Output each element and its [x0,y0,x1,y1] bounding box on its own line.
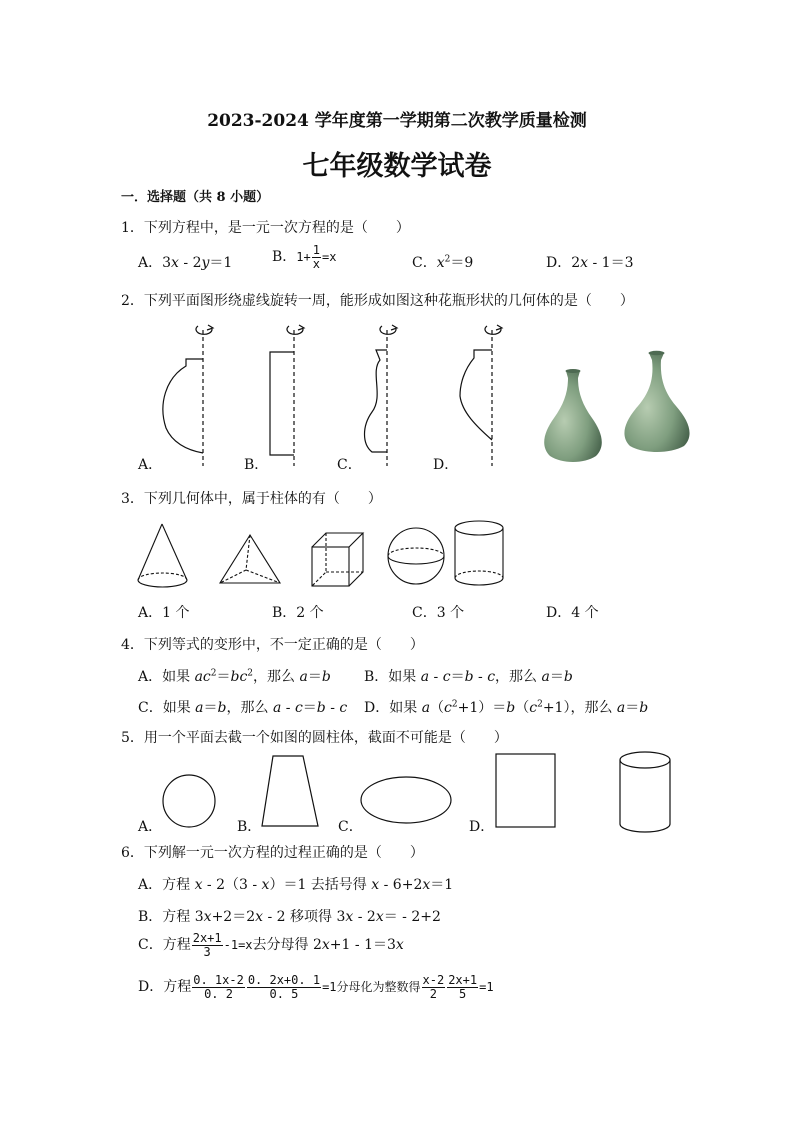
q5-label-d: D． [469,819,495,835]
q5-ellipse [361,777,451,823]
q1-option-a: A．3x - 2y＝1 [138,255,233,271]
q2-label-c: C． [337,457,362,473]
q5-rectangle [496,754,555,827]
q5-circle [163,775,215,827]
q5-trapezoid [262,756,318,826]
question-1-stem: 1．下列方程中，是一元一次方程的是（ ） [121,220,410,236]
q3-cylinder [455,521,503,585]
section-heading: 一．选择题（共 8 小题） [121,190,270,205]
q4-option-d: D．如果 $a(c^2+1)=b(c^2+1)$，那么 a＝b [364,699,649,716]
q2-figure-d [460,325,502,466]
q2-label-d: D． [433,457,459,473]
q4-option-a: A．如果 $ac^2=bc^2$，那么 a＝b [138,668,331,685]
question-5-stem: 5．用一个平面去截一个如图的圆柱体，截面不可能是（ ） [121,730,508,746]
q4-option-c: C．如果 a＝b，那么 a - c＝b - c [138,700,348,716]
q3-cube [312,533,363,586]
q5-label-b: B． [237,819,262,835]
exam-subtitle: 七年级数学试卷 [302,151,492,182]
q4-option-b: B．如果 a - c＝b - c，那么 a＝b [364,669,573,685]
q5-label-a: A． [138,819,163,835]
q6-option-b: B．方程 3x+2＝2x - 2 移项得 3x - 2x＝ - 2+2 [138,909,441,925]
q2-label-b: B． [244,457,269,473]
vase-image-left [544,369,602,462]
q2-figure-b [270,325,304,466]
question-4-stem: 4．下列等式的变形中，不一定正确的是（ ） [121,637,424,653]
q1-option-c: C．$x^2=9$ [412,254,474,271]
q3-option-a: A．1 个 [138,605,190,621]
q6-option-c: C．方程 $\frac{2x+1}{3}$ -1=x去分母得 2x+1 - 1＝3x [138,931,404,959]
q1-option-b: B．1+ $\frac{1}{x}$ =x [272,243,337,271]
q2-figure-c [365,325,398,466]
q6-option-d: D．方程 $\frac{0. 1x-2}{0. 2}$ $\frac{0. 2x+0. 1}{0. 5}$ =1分母化为整数得 $\frac{x-2}{2}$ $\frac{2x+1}{5}$ =1 [138,973,494,1001]
vase-image-right [624,351,689,452]
q1-option-d: D．2x - 1＝3 [546,255,634,271]
q3-option-d: D．4 个 [546,605,599,621]
q5-label-c: C． [338,819,363,835]
question-3-stem: 3．下列几何体中，属于柱体的有（ ） [121,491,382,507]
q2-figure-a [163,325,213,466]
q3-option-c: C．3 个 [412,605,465,621]
question-6-stem: 6．下列解一元一次方程的过程正确的是（ ） [121,845,424,861]
q6-option-a: A．方程 x - 2（3 - x）＝1 去括号得 x - 6+2x＝1 [138,877,454,893]
q3-pyramid [220,535,280,583]
q5-cylinder [620,752,670,832]
q3-sphere [388,528,444,584]
q3-option-b: B．2 个 [272,605,324,621]
exam-title: 2023-2024 学年度第一学期第二次教学质量检测 [207,111,587,131]
q2-label-a: A． [138,457,163,473]
question-2-stem: 2．下列平面图形绕虚线旋转一周，能形成如图这种花瓶形状的几何体的是（ ） [121,293,634,309]
q3-cone [138,524,187,587]
